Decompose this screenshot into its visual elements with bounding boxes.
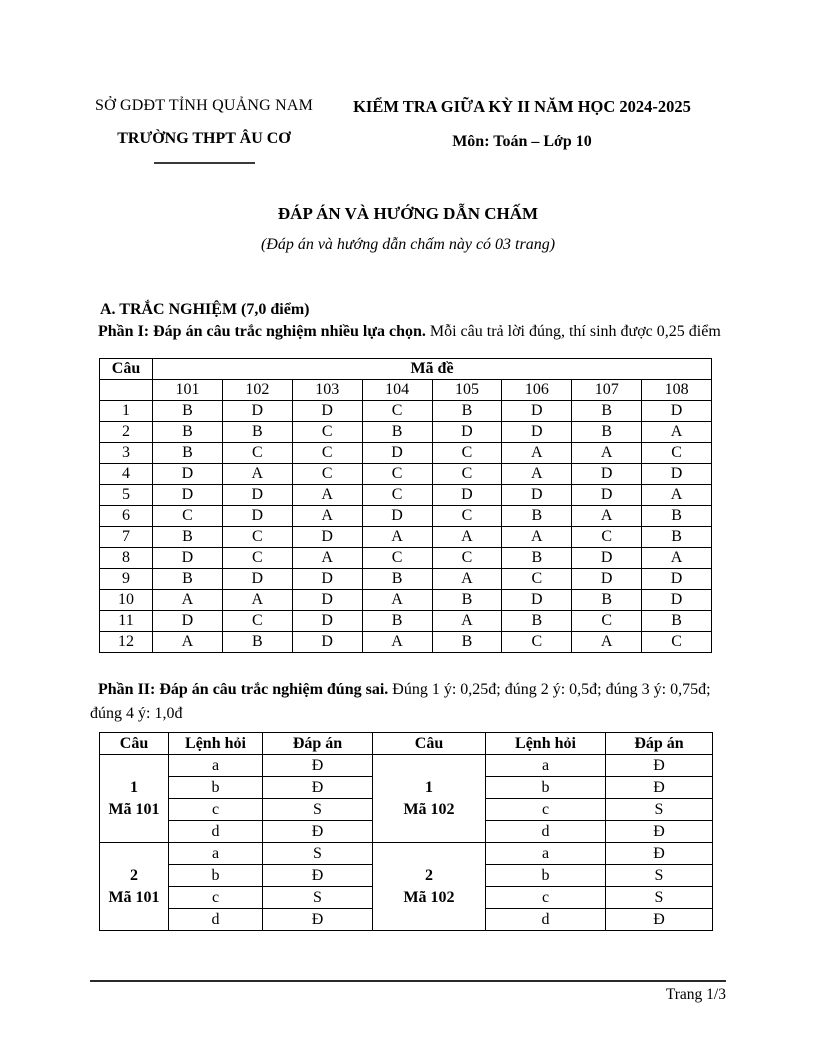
part1-made-header: Mã đề bbox=[153, 359, 712, 380]
school-block bbox=[90, 97, 318, 164]
answer-cell: A bbox=[642, 422, 712, 443]
made-code-cell: 102 bbox=[222, 380, 292, 401]
answer-cell: D bbox=[222, 569, 292, 590]
question-group-cell bbox=[373, 755, 486, 843]
answer-cell: A bbox=[222, 464, 292, 485]
true-false-cell: Đ bbox=[263, 777, 373, 799]
made-code-cell: 101 bbox=[153, 380, 223, 401]
answer-cell: B bbox=[502, 548, 572, 569]
true-false-cell: S bbox=[606, 887, 713, 909]
part2-description bbox=[90, 678, 726, 726]
answer-cell: B bbox=[432, 401, 502, 422]
statement-letter-cell: d bbox=[169, 821, 263, 843]
part2-column-header: Lệnh hỏi bbox=[169, 733, 263, 755]
answer-cell: A bbox=[502, 527, 572, 548]
answer-cell: C bbox=[362, 548, 432, 569]
answer-cell: A bbox=[292, 485, 362, 506]
statement-letter-cell: b bbox=[486, 865, 606, 887]
answer-cell: C bbox=[502, 569, 572, 590]
answer-cell: C bbox=[222, 527, 292, 548]
answer-cell: B bbox=[502, 506, 572, 527]
statement-letter-cell: d bbox=[486, 821, 606, 843]
true-false-cell: S bbox=[263, 843, 373, 865]
answer-cell: B bbox=[222, 422, 292, 443]
answer-row bbox=[100, 632, 712, 653]
answer-cell: B bbox=[362, 422, 432, 443]
answer-cell: C bbox=[572, 611, 642, 632]
statement-letter-cell: b bbox=[169, 777, 263, 799]
department-name: SỞ GDĐT TỈNH QUẢNG NAM bbox=[94, 97, 314, 114]
true-false-cell: S bbox=[606, 865, 713, 887]
exam-code: Mã 101 bbox=[108, 888, 160, 906]
exam-code: Mã 101 bbox=[108, 800, 160, 818]
answer-row bbox=[100, 401, 712, 422]
answer-row bbox=[100, 569, 712, 590]
true-false-row bbox=[100, 755, 713, 777]
answer-cell: A bbox=[432, 527, 502, 548]
answer-cell: B bbox=[432, 632, 502, 653]
answer-cell: B bbox=[153, 401, 223, 422]
answer-cell: D bbox=[502, 422, 572, 443]
answer-cell: D bbox=[292, 569, 362, 590]
true-false-cell: Đ bbox=[263, 909, 373, 931]
statement-letter-cell: c bbox=[486, 887, 606, 909]
header-underline bbox=[154, 162, 255, 164]
answer-cell: B bbox=[362, 611, 432, 632]
question-number: 2 bbox=[425, 866, 433, 884]
true-false-cell: Đ bbox=[263, 865, 373, 887]
answer-cell: B bbox=[432, 590, 502, 611]
answer-cell: C bbox=[642, 443, 712, 464]
question-number-cell: 3 bbox=[100, 443, 153, 464]
answer-cell: A bbox=[432, 569, 502, 590]
answer-cell: D bbox=[502, 485, 572, 506]
answer-cell: C bbox=[292, 464, 362, 485]
true-false-cell: Đ bbox=[263, 755, 373, 777]
answer-row bbox=[100, 527, 712, 548]
answer-cell: A bbox=[292, 506, 362, 527]
answer-cell: B bbox=[362, 569, 432, 590]
part2-column-header: Đáp án bbox=[606, 733, 713, 755]
answer-cell: B bbox=[572, 590, 642, 611]
question-group-cell bbox=[100, 755, 169, 843]
statement-letter-cell: b bbox=[169, 865, 263, 887]
question-number-cell: 1 bbox=[100, 401, 153, 422]
answer-cell: D bbox=[222, 401, 292, 422]
question-group-cell bbox=[100, 843, 169, 931]
statement-letter-cell: a bbox=[169, 755, 263, 777]
answer-cell: D bbox=[222, 485, 292, 506]
part1-table-body bbox=[100, 401, 712, 653]
answer-cell: C bbox=[432, 464, 502, 485]
answer-cell: C bbox=[222, 611, 292, 632]
true-false-cell: S bbox=[263, 799, 373, 821]
question-number: 1 bbox=[425, 778, 433, 796]
statement-letter-cell: c bbox=[486, 799, 606, 821]
answer-row bbox=[100, 590, 712, 611]
answer-cell: D bbox=[572, 485, 642, 506]
answer-cell: C bbox=[153, 506, 223, 527]
part1-header-row bbox=[100, 359, 712, 380]
answer-cell: D bbox=[222, 506, 292, 527]
answer-cell: A bbox=[642, 548, 712, 569]
part2-column-header: Câu bbox=[373, 733, 486, 755]
question-number-cell: 9 bbox=[100, 569, 153, 590]
answer-cell: C bbox=[642, 632, 712, 653]
exam-title: KIỂM TRA GIỮA KỲ II NĂM HỌC 2024-2025 bbox=[353, 97, 691, 116]
answer-cell: C bbox=[362, 464, 432, 485]
answer-cell: D bbox=[502, 590, 572, 611]
answer-cell: B bbox=[153, 569, 223, 590]
answer-cell: B bbox=[572, 422, 642, 443]
made-code-cell: 103 bbox=[292, 380, 362, 401]
answer-cell: D bbox=[153, 611, 223, 632]
part1-codes-row bbox=[100, 380, 712, 401]
answer-cell: D bbox=[502, 401, 572, 422]
part2-column-header: Lệnh hỏi bbox=[486, 733, 606, 755]
part1-note: Mỗi câu trả lời đúng, thí sinh được 0,25 điểm bbox=[425, 323, 721, 340]
answer-cell: C bbox=[292, 443, 362, 464]
answer-row bbox=[100, 506, 712, 527]
made-code-cell: 108 bbox=[642, 380, 712, 401]
answer-cell: D bbox=[362, 443, 432, 464]
exam-code: Mã 102 bbox=[403, 800, 455, 818]
answer-cell: D bbox=[362, 506, 432, 527]
page-subtitle: (Đáp án và hướng dẫn chấm này có 03 trang) bbox=[260, 236, 556, 253]
question-number-cell: 2 bbox=[100, 422, 153, 443]
answer-cell: A bbox=[642, 485, 712, 506]
answer-cell: D bbox=[153, 485, 223, 506]
answer-cell: A bbox=[432, 611, 502, 632]
answer-row bbox=[100, 443, 712, 464]
answer-cell: C bbox=[502, 632, 572, 653]
answer-cell: B bbox=[153, 443, 223, 464]
answer-cell: C bbox=[362, 401, 432, 422]
part2-column-header: Câu bbox=[100, 733, 169, 755]
true-false-cell: Đ bbox=[606, 777, 713, 799]
answer-cell: C bbox=[222, 548, 292, 569]
answer-cell: A bbox=[362, 590, 432, 611]
true-false-cell: Đ bbox=[606, 909, 713, 931]
answer-row bbox=[100, 485, 712, 506]
made-code-cell: 106 bbox=[502, 380, 572, 401]
answer-cell: D bbox=[572, 548, 642, 569]
question-number-cell: 5 bbox=[100, 485, 153, 506]
exam-block bbox=[318, 97, 726, 164]
page-number: Trang 1/3 bbox=[665, 986, 726, 1003]
answer-cell: B bbox=[153, 422, 223, 443]
answer-cell: D bbox=[642, 569, 712, 590]
question-group-cell bbox=[373, 843, 486, 931]
true-false-cell: Đ bbox=[606, 821, 713, 843]
question-number-cell: 8 bbox=[100, 548, 153, 569]
answer-cell: C bbox=[362, 485, 432, 506]
true-false-cell: Đ bbox=[606, 755, 713, 777]
true-false-cell: Đ bbox=[263, 821, 373, 843]
question-number: 1 bbox=[130, 778, 138, 796]
answer-cell: C bbox=[222, 443, 292, 464]
answer-cell: A bbox=[153, 632, 223, 653]
answer-cell: B bbox=[642, 506, 712, 527]
made-code-cell: 104 bbox=[362, 380, 432, 401]
document-header bbox=[90, 97, 726, 164]
part1-description bbox=[90, 320, 726, 344]
true-false-cell: S bbox=[263, 887, 373, 909]
answer-cell: D bbox=[432, 485, 502, 506]
statement-letter-cell: a bbox=[486, 755, 606, 777]
question-number-cell: 10 bbox=[100, 590, 153, 611]
answer-cell: D bbox=[642, 590, 712, 611]
answer-row bbox=[100, 611, 712, 632]
statement-letter-cell: c bbox=[169, 887, 263, 909]
statement-letter-cell: a bbox=[169, 843, 263, 865]
answer-cell: A bbox=[572, 443, 642, 464]
made-code-cell: 107 bbox=[572, 380, 642, 401]
answer-cell: D bbox=[292, 401, 362, 422]
answer-cell: C bbox=[432, 506, 502, 527]
statement-letter-cell: a bbox=[486, 843, 606, 865]
answer-cell: D bbox=[642, 401, 712, 422]
answer-cell: A bbox=[222, 590, 292, 611]
statement-letter-cell: d bbox=[486, 909, 606, 931]
answer-cell: D bbox=[642, 464, 712, 485]
answer-row bbox=[100, 464, 712, 485]
question-number-cell: 11 bbox=[100, 611, 153, 632]
page-footer bbox=[90, 980, 726, 1004]
school-name: TRƯỜNG THPT ÂU CƠ bbox=[117, 130, 291, 147]
part1-cau-header: Câu bbox=[100, 359, 153, 380]
part1-label: Phần I: Đáp án câu trắc nghiệm nhiều lựa chọn. bbox=[98, 323, 426, 340]
answer-cell: C bbox=[292, 422, 362, 443]
question-number-cell: 4 bbox=[100, 464, 153, 485]
question-number-cell: 12 bbox=[100, 632, 153, 653]
page-title: ĐÁP ÁN VÀ HƯỚNG DẪN CHẤM bbox=[277, 204, 539, 223]
answer-cell: D bbox=[292, 590, 362, 611]
answer-cell: B bbox=[642, 527, 712, 548]
empty-cell bbox=[100, 380, 153, 401]
part2-label: Phần II: Đáp án câu trắc nghiệm đúng sai. bbox=[98, 681, 389, 698]
answer-cell: D bbox=[292, 611, 362, 632]
answer-cell: B bbox=[502, 611, 572, 632]
section-a-heading: A. TRẮC NGHIỆM (7,0 điểm) bbox=[100, 301, 310, 318]
part1-answer-table bbox=[99, 358, 712, 653]
answer-cell: D bbox=[572, 569, 642, 590]
statement-letter-cell: b bbox=[486, 777, 606, 799]
answer-cell: D bbox=[432, 422, 502, 443]
answer-cell: A bbox=[502, 464, 572, 485]
answer-cell: A bbox=[362, 527, 432, 548]
part2-note: Đúng 1 ý: 0,25đ; đúng 2 ý: 0,5đ; đúng 3 ý: 0,75đ; đúng 4 ý: 1,0đ bbox=[90, 681, 711, 722]
answer-cell: C bbox=[432, 548, 502, 569]
answer-cell: A bbox=[153, 590, 223, 611]
answer-cell: D bbox=[153, 464, 223, 485]
answer-row bbox=[100, 422, 712, 443]
answer-cell: C bbox=[432, 443, 502, 464]
answer-cell: D bbox=[292, 527, 362, 548]
answer-cell: D bbox=[292, 632, 362, 653]
answer-cell: A bbox=[502, 443, 572, 464]
answer-cell: C bbox=[572, 527, 642, 548]
answer-cell: B bbox=[153, 527, 223, 548]
statement-letter-cell: d bbox=[169, 909, 263, 931]
answer-cell: A bbox=[292, 548, 362, 569]
answer-cell: D bbox=[153, 548, 223, 569]
part2-header-row bbox=[100, 733, 713, 755]
answer-cell: B bbox=[642, 611, 712, 632]
answer-cell: B bbox=[572, 401, 642, 422]
question-number: 2 bbox=[130, 866, 138, 884]
exam-subject: Môn: Toán – Lớp 10 bbox=[452, 133, 592, 150]
answer-cell: D bbox=[572, 464, 642, 485]
true-false-cell: Đ bbox=[606, 843, 713, 865]
statement-letter-cell: c bbox=[169, 799, 263, 821]
question-number-cell: 6 bbox=[100, 506, 153, 527]
question-number-cell: 7 bbox=[100, 527, 153, 548]
answer-cell: A bbox=[572, 506, 642, 527]
part2-column-header: Đáp án bbox=[263, 733, 373, 755]
answer-cell: A bbox=[362, 632, 432, 653]
true-false-row bbox=[100, 843, 713, 865]
exam-code: Mã 102 bbox=[403, 888, 455, 906]
part2-table-body bbox=[100, 755, 713, 931]
true-false-cell: S bbox=[606, 799, 713, 821]
answer-cell: A bbox=[572, 632, 642, 653]
answer-row bbox=[100, 548, 712, 569]
part2-answer-table bbox=[99, 732, 713, 931]
answer-cell: B bbox=[222, 632, 292, 653]
made-code-cell: 105 bbox=[432, 380, 502, 401]
